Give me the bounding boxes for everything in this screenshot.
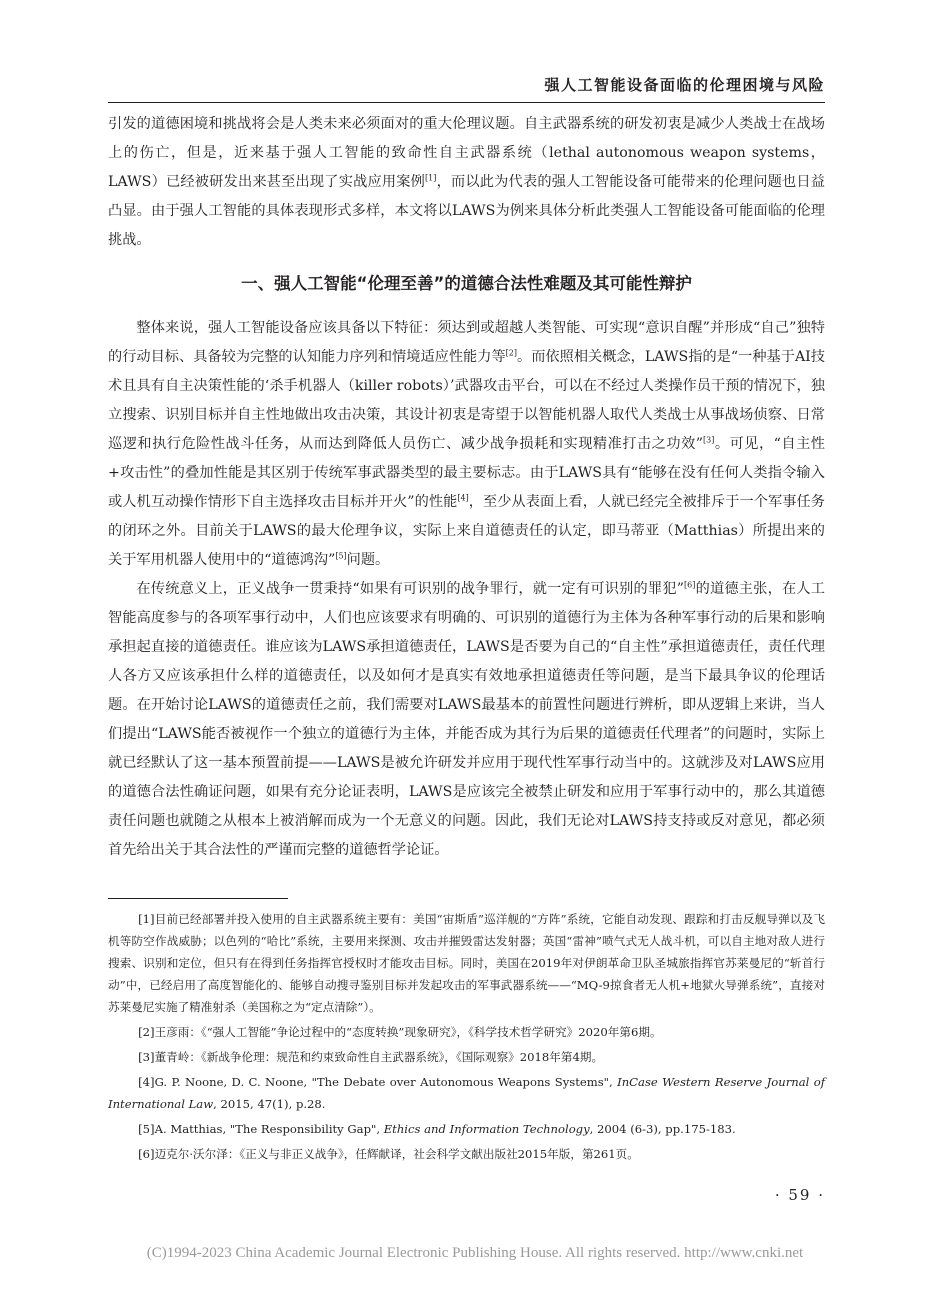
footnote-3: [3]董青岭：《新战争伦理：规范和约束致命性自主武器系统》，《国际观察》2018年第4期。	[138, 1050, 604, 1064]
citation-ref-3: [3]	[703, 435, 715, 445]
paragraph-1-text-d: ，至少从表面上看，人就已经完全被排斥于一个军事任务的闭环之外。目前关于LAWS的最大伦理争议，实际上来自道德责任的认定，即马蒂亚（Matthias）所提出来的关于军用机器人使用中的“道德鸿沟”	[108, 494, 825, 568]
footnote-2: [2]王彦雨：《“强人工智能”争论过程中的“态度转换”现象研究》，《科学技术哲学研究》2020年第6期。	[138, 1025, 662, 1039]
footnote-4-journal: InCase Western Reserve Journal of International Law	[108, 1075, 825, 1111]
running-header	[108, 66, 825, 103]
paragraph-1	[108, 314, 825, 575]
footnote-1: [1]目前已经部署并投入使用的自主武器系统主要有：美国“宙斯盾”巡洋舰的“方阵”系统，它能自动发现、跟踪和打击反舰导弹以及飞机等防空作战威胁；以色列的“哈比”系统，主要用来探测、攻击并摧毁雷达发射器；英国“雷神”喷气式无人战斗机，可以自主地对敌人进行搜索、识别和定位，但只有在得到任务指挥官授权时才能攻击目标。同时，美国在2019年对伊朗革命卫队圣城旅指挥官苏莱曼尼的“斩首行动”中，已经启用了高度智能化的、能够自动搜寻鉴别目标并发起攻击的军事武器系统——“MQ-9掠食者无人机+地狱火导弹系统”，直接对苏莱曼尼实施了精准射杀（美国称之为“定点清除”）。	[108, 912, 825, 1014]
citation-ref-1: [1]	[425, 173, 437, 183]
intro-text: 引发的道德困境和挑战将会是人类未来必须面对的重大伦理议题。自主武器系统的研发初衷是减少人类战士在战场上的伤亡，但是，近来基于强人工智能的致命性自主武器系统（lethal autonomous weapon systems，LAWS）已经被研发出来甚至出现了实战应用案例	[108, 116, 825, 190]
paragraph-1-text-a: 整体来说，强人工智能设备应该具备以下特征：须达到或超越人类智能、可实现“意识自醒”并形成“自己”独特的行动目标、具备较为完整的认知能力序列和情境适应性能力等	[108, 320, 825, 365]
citation-ref-5: [5]	[335, 551, 347, 561]
footnotes	[108, 908, 825, 1168]
paragraph-1-text-c: 。可见，“自主性+攻击性”的叠加性能是其区别于传统军事武器类型的最主要标志。由于LAWS具有“能够在没有任何人类指令输入或人机互动操作情形下自主选择攻击目标并开火”的性能	[108, 436, 825, 510]
intro-text-tail: ，而以此为代表的强人工智能设备可能带来的伦理问题也日益凸显。由于强人工智能的具体表现形式多样，本文将以LAWS为例来具体分析此类强人工智能设备可能面临的伦理挑战。	[108, 174, 825, 248]
paragraph-1-text-e: 问题。	[346, 552, 390, 568]
paragraph-2	[108, 575, 825, 865]
footnote-4-tail: , 2015, 47(1), p.28.	[213, 1097, 326, 1111]
footnote-4	[108, 1071, 825, 1115]
footnote-5-tail: , 2004 (6-3), pp.175-183.	[589, 1122, 736, 1136]
page-number: · 59 ·	[774, 1186, 825, 1204]
footnote-5	[108, 1118, 825, 1140]
citation-ref-2: [2]	[505, 348, 518, 358]
running-header-title: 强人工智能设备面临的伦理困境与风险	[544, 76, 825, 94]
intro-paragraph	[108, 110, 825, 255]
article-body	[108, 110, 825, 865]
section-heading: 一、强人工智能“伦理至善”的道德合法性难题及其可能性辩护	[241, 274, 692, 293]
citation-ref-4: [4]	[457, 493, 469, 503]
paragraph-1-text-b: 。而依照相关概念，LAWS指的是“一种基于AI技术且具有自主决策性能的‘杀手机器人（killer robots）’武器攻击平台，可以在不经过人类操作员干预的情况下，独立搜索、识别目标并自主性地做出攻击决策，其设计初衷是寄望于以智能机器人取代人类战士从事战场侦察、日常巡逻和执行危险性战斗任务，从而达到降低人员伤亡、减少战争损耗和实现精准打击之功效”	[108, 349, 825, 452]
footnote-5-text: [5]A. Matthias, "The Responsibility Gap",	[138, 1122, 384, 1136]
footnote-4-text: [4]G. P. Noone, D. C. Noone, "The Debate over Autonomous Weapons Systems",	[138, 1075, 618, 1089]
footnote-5-journal: Ethics and Information Technology	[383, 1122, 590, 1136]
citation-ref-6: [6]	[684, 580, 696, 590]
paragraph-2-text-b: 的道德主张，在人工智能高度参与的各项军事行动中，人们也应该要求有明确的、可识别的道德行为主体为各种军事行动的后果和影响承担起直接的道德责任。谁应该为LAWS承担道德责任，LAWS是否要为自己的“自主性”承担道德责任，责任代理人各方又应该承担什么样的道德责任，以及如何才是真实有效地承担道德责任等问题，是当下最具争议的伦理话题。在开始讨论LAWS的道德责任之前，我们需要对LAWS最基本的前置性问题进行辨析，即从逻辑上来讲，当人们提出“LAWS能否被视作一个独立的道德行为主体，并能否成为其行为后果的道德责任代理者”的问题时，实际上就已经默认了这一基本预置前提——LAWS是被允许研发并应用于现代性军事行动当中的。这就涉及对LAWS应用的道德合法性确证问题，如果有充分论证表明，LAWS是应该完全被禁止研发和应用于军事行动中的，那么其道德责任问题也就随之从根本上被消解而成为一个无意义的问题。因此，我们无论对LAWS持支持或反对意见，都必须首先给出关于其合法性的严谨而完整的道德哲学论证。	[108, 581, 825, 858]
footnote-6: [6]迈克尔·沃尔泽：《正义与非正义战争》，任辉献译，社会科学文献出版社2015年版，第261页。	[138, 1147, 639, 1161]
copyright-line: (C)1994-2023 China Academic Journal Electronic Publishing House. All rights reserved. http://www.cnki.net	[146, 1245, 804, 1261]
footnote-separator	[108, 898, 288, 899]
paragraph-2-text-a: 在传统意义上，正义战争一贯秉持“如果有可识别的战争罪行，就一定有可识别的罪犯”	[136, 581, 685, 597]
